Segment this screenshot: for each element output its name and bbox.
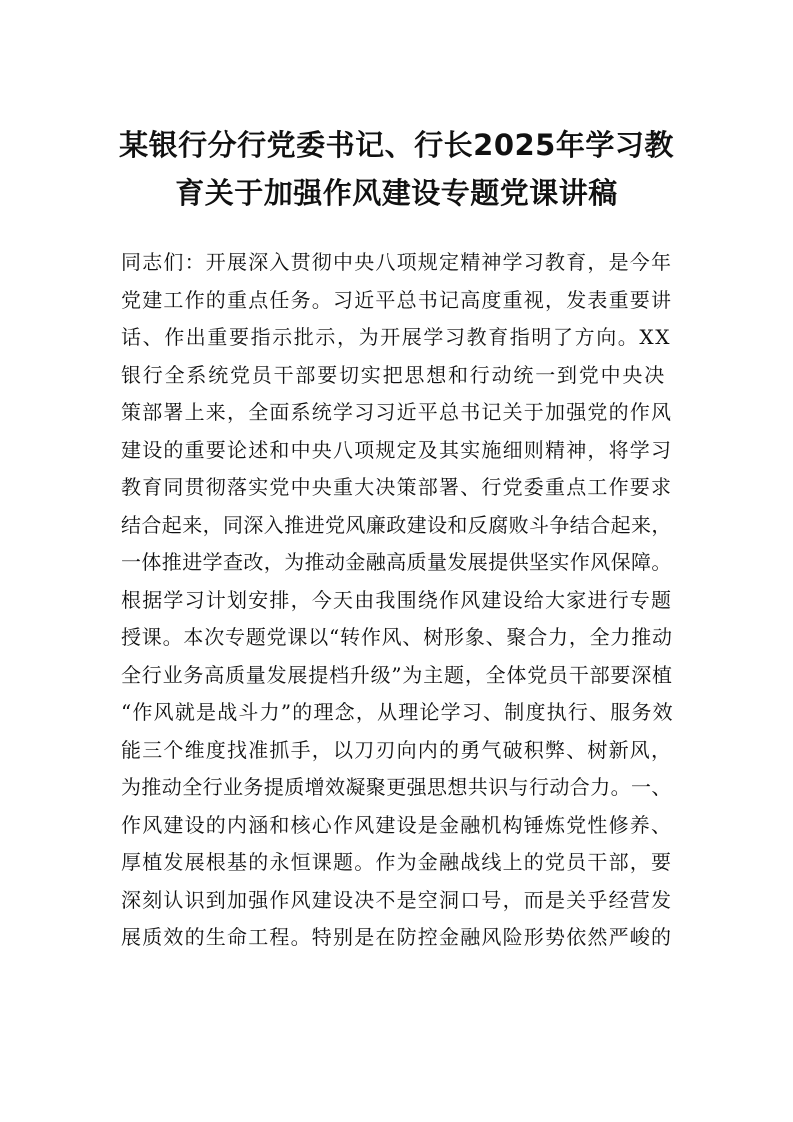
- body-line: 根据学习计划安排，今天由我围绕作风建设给大家进行专题: [121, 588, 673, 612]
- body-line: 银行全系统党员干部要切实把思想和行动统一到党中央决: [121, 363, 666, 387]
- body-line: 作风建设的内涵和核心作风建设是金融机构锤炼党性修养、: [121, 813, 673, 837]
- body-line: 建设的重要论述和中央八项规定及其实施细则精神，将学习: [121, 438, 673, 462]
- body-line: 能三个维度找准抓手，以刀刃向内的勇气破积弊、树新风，: [121, 738, 673, 762]
- body-line: “作风就是战斗力”的理念，从理论学习、制度执行、服务效: [121, 700, 674, 724]
- body-line: 话、作出重要指示批示，为开展学习教育指明了方向。XX: [121, 325, 672, 349]
- body-line: 深刻认识到加强作风建设决不是空洞口号，而是关乎经营发: [121, 888, 673, 912]
- body-line: 教育同贯彻落实党中央重大决策部署、行党委重点工作要求: [121, 475, 673, 499]
- body-line: 展质效的生命工程。特别是在防控金融风险形势依然严峻的: [121, 925, 673, 949]
- body-line: 策部署上来，全面系统学习习近平总书记关于加强党的作风: [121, 400, 673, 424]
- body-line: 为推动全行业务提质增效凝聚更强思想共识与行动合力。一、: [121, 775, 672, 799]
- body-line: 一体推进学查改，为推动金融高质量发展提供坚实作风保障。: [121, 550, 672, 574]
- body-line: 结合起来，同深入推进党风廉政建设和反腐败斗争结合起来，: [121, 513, 672, 537]
- body-line: 同志们：开展深入贯彻中央八项规定精神学习教育，是今年: [121, 250, 673, 274]
- document-title-line-2: 育关于加强作风建设专题党课讲稿: [175, 176, 618, 210]
- body-line: 授课。本次专题党课以“转作风、树形象、聚合力，全力推动: [121, 625, 673, 649]
- body-line: 厚植发展根基的永恒课题。作为金融战线上的党员干部，要: [121, 850, 673, 874]
- document-title-line-1: 某银行分行党委书记、行长2025年学习教: [119, 128, 674, 162]
- body-line: 党建工作的重点任务。习近平总书记高度重视，发表重要讲: [121, 288, 673, 312]
- body-line: 全行业务高质量发展提档升级”为主题，全体党员干部要深植: [121, 663, 673, 687]
